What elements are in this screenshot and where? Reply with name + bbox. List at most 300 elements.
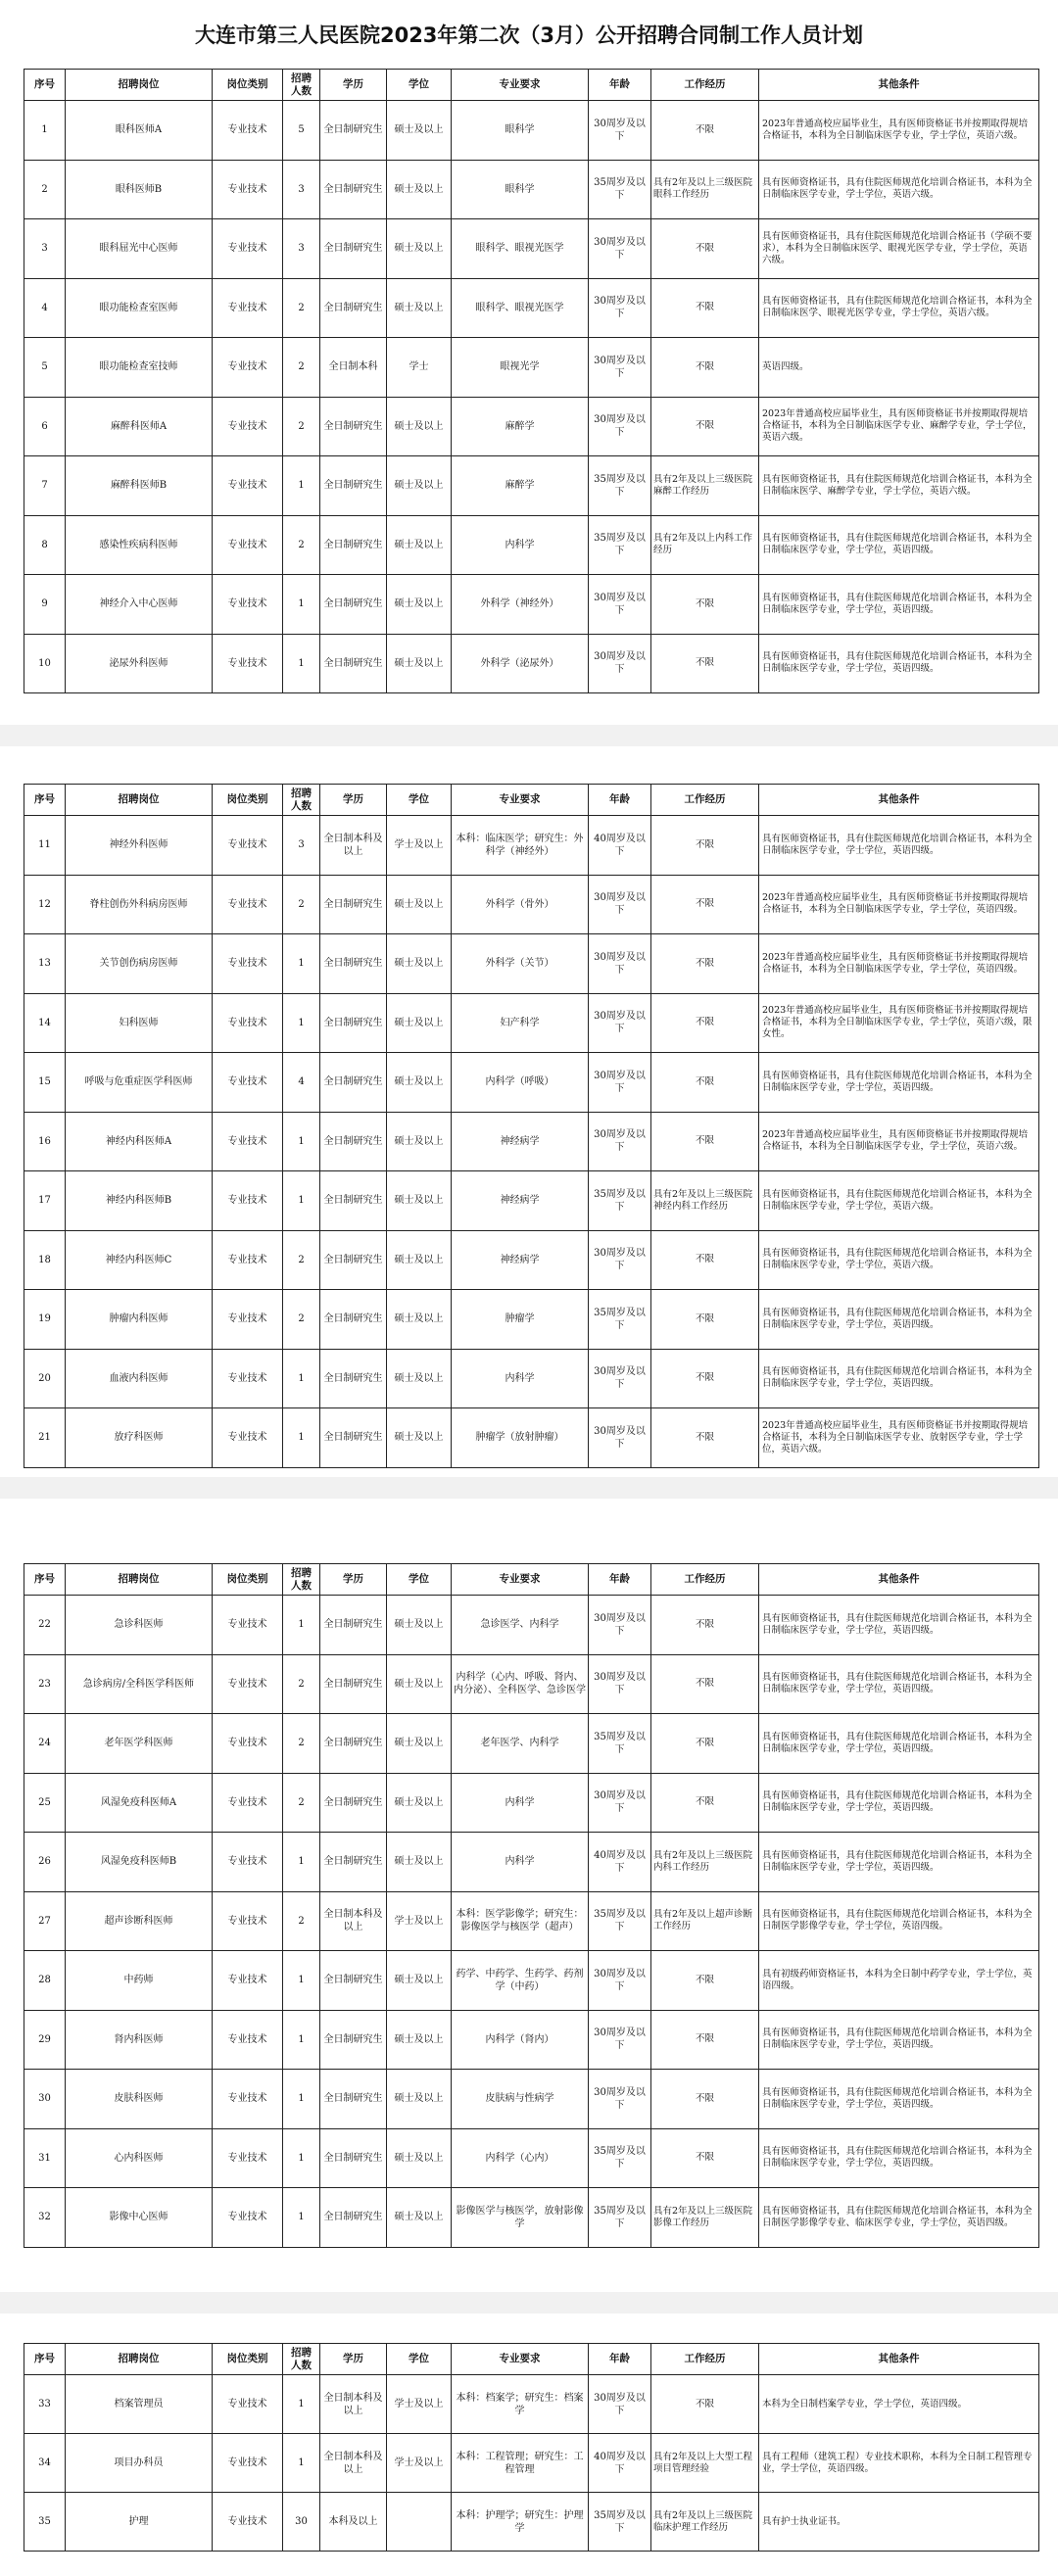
table-row	[24, 397, 1039, 456]
cell-seq: 17	[24, 1171, 66, 1231]
cell-count: 4	[283, 1053, 320, 1113]
cell-major: 药学、中药学、生药学、药剂学（中药）	[452, 1951, 589, 2011]
cell-other: 2023年普通高校应届毕业生，具有医师资格证书并按期取得规培合格证书，本科为全日制临床医学专业、麻醉学专业，学士学位，英语六级。	[759, 397, 1039, 456]
cell-degree: 硕士及以上	[387, 1171, 452, 1231]
cell-category: 专业技术	[213, 1349, 283, 1408]
cell-count: 2	[283, 1290, 320, 1350]
table-row	[24, 2070, 1039, 2129]
cell-degree: 学士	[387, 338, 452, 398]
cell-count: 2	[283, 278, 320, 338]
cell-other: 具有医师资格证书，具有住院医师规范化培训合格证书，本科为全日制临床医学专业，学士学位，英语四级。	[759, 2010, 1039, 2070]
cell-education: 全日制研究生	[320, 993, 387, 1053]
table-row	[24, 875, 1039, 934]
cell-degree: 硕士及以上	[387, 934, 452, 994]
cell-age: 30周岁及以下	[589, 1773, 651, 1833]
cell-experience: 不限	[651, 2010, 759, 2070]
cell-other: 2023年普通高校应届毕业生，具有医师资格证书并按期取得规培合格证书，本科为全日制临床医学专业，学士学位，英语四级。	[759, 934, 1039, 994]
header-age: 年龄	[589, 2344, 651, 2375]
cell-position: 脊柱创伤外科病房医师	[66, 875, 213, 934]
cell-degree: 硕士及以上	[387, 1053, 452, 1113]
cell-category: 专业技术	[213, 934, 283, 994]
cell-other: 具有医师资格证书，具有住院医师规范化培训合格证书，本科为全日制医学影像学专业、临床医学专业，学士学位，英语四级。	[759, 2188, 1039, 2248]
cell-other: 2023年普通高校应届毕业生，具有医师资格证书并按期取得规培合格证书，本科为全日制临床医学专业，学士学位，英语六级。	[759, 1112, 1039, 1171]
table-row	[24, 1230, 1039, 1290]
cell-other: 本科为全日制档案学专业，学士学位，英语四级。	[759, 2375, 1039, 2434]
header-age: 年龄	[589, 70, 651, 101]
cell-major: 麻醉学	[452, 397, 589, 456]
header-other: 其他条件	[759, 2344, 1039, 2375]
table-row	[24, 2493, 1039, 2552]
cell-other: 具有初级药师资格证书，本科为全日制中药学专业，学士学位，英语四级。	[759, 1951, 1039, 2011]
cell-category: 专业技术	[213, 2010, 283, 2070]
table-row	[24, 1714, 1039, 1774]
cell-age: 35周岁及以下	[589, 1171, 651, 1231]
cell-seq: 8	[24, 515, 66, 575]
cell-seq: 11	[24, 816, 66, 876]
cell-degree: 硕士及以上	[387, 875, 452, 934]
table-row	[24, 2434, 1039, 2493]
cell-seq: 4	[24, 278, 66, 338]
header-seq: 序号	[24, 2344, 66, 2375]
cell-degree: 学士及以上	[387, 2375, 452, 2434]
cell-position: 影像中心医师	[66, 2188, 213, 2248]
cell-education: 全日制研究生	[320, 2010, 387, 2070]
cell-major: 内科学	[452, 1773, 589, 1833]
cell-age: 30周岁及以下	[589, 934, 651, 994]
cell-experience: 不限	[651, 634, 759, 693]
cell-seq: 6	[24, 397, 66, 456]
cell-education: 全日制研究生	[320, 1112, 387, 1171]
table-row	[24, 575, 1039, 635]
recruitment-table	[24, 2343, 1039, 2552]
cell-experience: 不限	[651, 1951, 759, 2011]
cell-age: 35周岁及以下	[589, 456, 651, 516]
cell-count: 3	[283, 816, 320, 876]
table-row	[24, 634, 1039, 693]
cell-education: 全日制研究生	[320, 397, 387, 456]
cell-degree: 硕士及以上	[387, 575, 452, 635]
cell-experience: 不限	[651, 1230, 759, 1290]
table-row	[24, 2188, 1039, 2248]
table-header-row	[24, 2344, 1039, 2375]
cell-count: 1	[283, 456, 320, 516]
cell-position: 眼功能检查室技师	[66, 338, 213, 398]
cell-major: 本科：工程管理；研究生：工程管理	[452, 2434, 589, 2493]
cell-age: 30周岁及以下	[589, 219, 651, 279]
cell-seq: 5	[24, 338, 66, 398]
header-category: 岗位类别	[213, 785, 283, 816]
cell-major: 外科学（骨外）	[452, 875, 589, 934]
cell-age: 30周岁及以下	[589, 2010, 651, 2070]
table-section-2	[24, 784, 1038, 1468]
cell-education: 全日制研究生	[320, 575, 387, 635]
cell-count: 1	[283, 2188, 320, 2248]
recruitment-table	[24, 784, 1039, 1468]
cell-count: 1	[283, 993, 320, 1053]
table-section-1	[24, 69, 1038, 693]
header-seq: 序号	[24, 1564, 66, 1596]
cell-count: 1	[283, 2434, 320, 2493]
cell-education: 本科及以上	[320, 2493, 387, 2552]
cell-position: 神经内科医师C	[66, 1230, 213, 1290]
header-degree: 学位	[387, 1564, 452, 1596]
header-position: 招聘岗位	[66, 1564, 213, 1596]
cell-category: 专业技术	[213, 816, 283, 876]
cell-age: 30周岁及以下	[589, 1230, 651, 1290]
cell-category: 专业技术	[213, 2188, 283, 2248]
header-count: 招聘 人数	[283, 70, 320, 101]
cell-seq: 12	[24, 875, 66, 934]
cell-other: 具有医师资格证书，具有住院医师规范化培训合格证书，本科为全日制临床医学专业，学士学位，英语四级。	[759, 1596, 1039, 1655]
cell-education: 全日制研究生	[320, 1053, 387, 1113]
cell-seq: 1	[24, 101, 66, 161]
cell-degree: 硕士及以上	[387, 1408, 452, 1468]
cell-major: 神经病学	[452, 1112, 589, 1171]
cell-position: 呼吸与危重症医学科医师	[66, 1053, 213, 1113]
cell-count: 30	[283, 2493, 320, 2552]
header-count: 招聘 人数	[283, 2344, 320, 2375]
cell-category: 专业技术	[213, 2493, 283, 2552]
header-age: 年龄	[589, 1564, 651, 1596]
cell-experience: 具有2年及以上大型工程项目管理经验	[651, 2434, 759, 2493]
cell-category: 专业技术	[213, 1951, 283, 2011]
header-education: 学历	[320, 1564, 387, 1596]
cell-seq: 14	[24, 993, 66, 1053]
cell-education: 全日制本科及以上	[320, 1891, 387, 1951]
cell-experience: 不限	[651, 1654, 759, 1714]
header-position: 招聘岗位	[66, 70, 213, 101]
cell-experience: 具有2年及以上超声诊断工作经历	[651, 1891, 759, 1951]
cell-seq: 26	[24, 1833, 66, 1892]
header-degree: 学位	[387, 2344, 452, 2375]
cell-experience: 不限	[651, 2375, 759, 2434]
cell-position: 麻醉科医师B	[66, 456, 213, 516]
header-education: 学历	[320, 785, 387, 816]
cell-degree: 硕士及以上	[387, 219, 452, 279]
cell-age: 35周岁及以下	[589, 1290, 651, 1350]
cell-education: 全日制研究生	[320, 1773, 387, 1833]
cell-degree: 硕士及以上	[387, 1773, 452, 1833]
cell-major: 内科学（肾内）	[452, 2010, 589, 2070]
table-row	[24, 1408, 1039, 1468]
header-category: 岗位类别	[213, 2344, 283, 2375]
cell-position: 项目办科员	[66, 2434, 213, 2493]
cell-count: 2	[283, 1654, 320, 1714]
cell-category: 专业技术	[213, 1654, 283, 1714]
cell-seq: 2	[24, 160, 66, 219]
cell-seq: 7	[24, 456, 66, 516]
cell-education: 全日制研究生	[320, 2128, 387, 2188]
cell-education: 全日制研究生	[320, 219, 387, 279]
cell-other: 具有医师资格证书，具有住院医师规范化培训合格证书，本科为全日制临床医学专业，学士学位，英语四级。	[759, 1654, 1039, 1714]
cell-education: 全日制研究生	[320, 456, 387, 516]
cell-position: 风湿免疫科医师B	[66, 1833, 213, 1892]
recruitment-table	[24, 1563, 1039, 2248]
header-experience: 工作经历	[651, 2344, 759, 2375]
table-row	[24, 993, 1039, 1053]
recruitment-table	[24, 69, 1039, 693]
cell-major: 眼科学	[452, 101, 589, 161]
table-row	[24, 1053, 1039, 1113]
header-count: 招聘 人数	[283, 785, 320, 816]
cell-count: 2	[283, 1773, 320, 1833]
cell-count: 2	[283, 1230, 320, 1290]
cell-count: 1	[283, 1112, 320, 1171]
cell-degree: 硕士及以上	[387, 1290, 452, 1350]
cell-experience: 不限	[651, 575, 759, 635]
cell-count: 5	[283, 101, 320, 161]
cell-count: 3	[283, 219, 320, 279]
cell-seq: 34	[24, 2434, 66, 2493]
cell-category: 专业技术	[213, 1171, 283, 1231]
cell-major: 外科学（关节）	[452, 934, 589, 994]
cell-degree: 硕士及以上	[387, 160, 452, 219]
cell-position: 眼科医师B	[66, 160, 213, 219]
page-break	[0, 725, 1058, 746]
cell-age: 30周岁及以下	[589, 101, 651, 161]
cell-seq: 29	[24, 2010, 66, 2070]
cell-major: 妇产科学	[452, 993, 589, 1053]
cell-seq: 15	[24, 1053, 66, 1113]
cell-count: 2	[283, 338, 320, 398]
cell-major: 本科：临床医学；研究生：外科学（神经外）	[452, 816, 589, 876]
cell-major: 本科：档案学；研究生：档案学	[452, 2375, 589, 2434]
cell-position: 关节创伤病房医师	[66, 934, 213, 994]
cell-other: 2023年普通高校应届毕业生，具有医师资格证书并按期取得规培合格证书，本科为全日制临床医学专业，学士学位，英语六级，限女性。	[759, 993, 1039, 1053]
cell-major: 内科学	[452, 1349, 589, 1408]
cell-experience: 不限	[651, 2070, 759, 2129]
header-other: 其他条件	[759, 785, 1039, 816]
cell-age: 35周岁及以下	[589, 2188, 651, 2248]
cell-position: 急诊病房/全科医学科医师	[66, 1654, 213, 1714]
table-row	[24, 1349, 1039, 1408]
cell-major: 内科学	[452, 1833, 589, 1892]
cell-seq: 33	[24, 2375, 66, 2434]
cell-experience: 不限	[651, 1773, 759, 1833]
cell-position: 肾内科医师	[66, 2010, 213, 2070]
cell-seq: 30	[24, 2070, 66, 2129]
cell-category: 专业技术	[213, 219, 283, 279]
cell-category: 专业技术	[213, 875, 283, 934]
cell-age: 35周岁及以下	[589, 1891, 651, 1951]
cell-seq: 22	[24, 1596, 66, 1655]
cell-seq: 9	[24, 575, 66, 635]
table-row	[24, 160, 1039, 219]
cell-category: 专业技术	[213, 1112, 283, 1171]
cell-education: 全日制研究生	[320, 2188, 387, 2248]
cell-seq: 31	[24, 2128, 66, 2188]
cell-education: 全日制研究生	[320, 278, 387, 338]
cell-other: 具有医师资格证书，具有住院医师规范化培训合格证书，本科为全日制临床医学专业，学士学位，英语四级。	[759, 1053, 1039, 1113]
cell-education: 全日制本科及以上	[320, 816, 387, 876]
cell-degree: 硕士及以上	[387, 1833, 452, 1892]
cell-degree: 硕士及以上	[387, 1349, 452, 1408]
cell-position: 泌尿外科医师	[66, 634, 213, 693]
cell-experience: 不限	[651, 816, 759, 876]
cell-age: 30周岁及以下	[589, 338, 651, 398]
cell-age: 30周岁及以下	[589, 1951, 651, 2011]
cell-degree: 硕士及以上	[387, 1112, 452, 1171]
cell-degree: 硕士及以上	[387, 1714, 452, 1774]
cell-count: 1	[283, 1171, 320, 1231]
table-header-row	[24, 785, 1039, 816]
cell-position: 眼功能检查室医师	[66, 278, 213, 338]
cell-degree: 硕士及以上	[387, 634, 452, 693]
cell-other: 具有医师资格证书，具有住院医师规范化培训合格证书，本科为全日制临床医学专业，学士学位，英语四级。	[759, 634, 1039, 693]
cell-experience: 不限	[651, 875, 759, 934]
cell-age: 40周岁及以下	[589, 816, 651, 876]
cell-position: 护理	[66, 2493, 213, 2552]
cell-major: 外科学（泌尿外）	[452, 634, 589, 693]
table-row	[24, 1773, 1039, 1833]
header-education: 学历	[320, 2344, 387, 2375]
table-row	[24, 219, 1039, 279]
header-position: 招聘岗位	[66, 2344, 213, 2375]
cell-experience: 不限	[651, 1408, 759, 1468]
cell-position: 妇科医师	[66, 993, 213, 1053]
cell-major: 肿瘤学（放射肿瘤）	[452, 1408, 589, 1468]
cell-category: 专业技术	[213, 1891, 283, 1951]
cell-degree: 硕士及以上	[387, 1951, 452, 2011]
cell-degree: 学士及以上	[387, 2434, 452, 2493]
table-row	[24, 2375, 1039, 2434]
cell-seq: 23	[24, 1654, 66, 1714]
cell-age: 40周岁及以下	[589, 1833, 651, 1892]
cell-major: 眼科学、眼视光医学	[452, 219, 589, 279]
cell-education: 全日制研究生	[320, 875, 387, 934]
cell-education: 全日制研究生	[320, 1349, 387, 1408]
cell-major: 神经病学	[452, 1171, 589, 1231]
cell-position: 急诊科医师	[66, 1596, 213, 1655]
cell-count: 1	[283, 1349, 320, 1408]
cell-degree: 硕士及以上	[387, 515, 452, 575]
cell-experience: 不限	[651, 1349, 759, 1408]
cell-experience: 具有2年及以上三级医院影像工作经历	[651, 2188, 759, 2248]
cell-age: 30周岁及以下	[589, 1053, 651, 1113]
cell-education: 全日制研究生	[320, 515, 387, 575]
cell-age: 30周岁及以下	[589, 993, 651, 1053]
table-section-4	[24, 2343, 1038, 2552]
table-row	[24, 338, 1039, 398]
cell-category: 专业技术	[213, 1290, 283, 1350]
cell-degree: 学士及以上	[387, 816, 452, 876]
cell-other: 具有医师资格证书，具有住院医师规范化培训合格证书，本科为全日制临床医学专业，学士学位，英语四级。	[759, 515, 1039, 575]
cell-education: 全日制研究生	[320, 101, 387, 161]
cell-experience: 不限	[651, 278, 759, 338]
cell-count: 1	[283, 2375, 320, 2434]
header-degree: 学位	[387, 70, 452, 101]
cell-seq: 20	[24, 1349, 66, 1408]
cell-age: 30周岁及以下	[589, 1408, 651, 1468]
header-category: 岗位类别	[213, 1564, 283, 1596]
cell-age: 30周岁及以下	[589, 2375, 651, 2434]
table-row	[24, 1833, 1039, 1892]
cell-experience: 不限	[651, 993, 759, 1053]
cell-position: 中药师	[66, 1951, 213, 2011]
cell-category: 专业技术	[213, 397, 283, 456]
cell-seq: 10	[24, 634, 66, 693]
cell-experience: 具有2年及以上三级医院眼科工作经历	[651, 160, 759, 219]
cell-count: 1	[283, 1596, 320, 1655]
cell-major: 眼科学、眼视光医学	[452, 278, 589, 338]
cell-age: 35周岁及以下	[589, 160, 651, 219]
header-position: 招聘岗位	[66, 785, 213, 816]
cell-age: 40周岁及以下	[589, 2434, 651, 2493]
cell-education: 全日制本科及以上	[320, 2375, 387, 2434]
cell-age: 30周岁及以下	[589, 1654, 651, 1714]
cell-age: 30周岁及以下	[589, 575, 651, 635]
cell-category: 专业技术	[213, 1833, 283, 1892]
cell-degree: 硕士及以上	[387, 2188, 452, 2248]
cell-category: 专业技术	[213, 634, 283, 693]
cell-age: 35周岁及以下	[589, 515, 651, 575]
cell-degree: 硕士及以上	[387, 2070, 452, 2129]
table-row	[24, 1290, 1039, 1350]
cell-other: 具有医师资格证书，具有住院医师规范化培训合格证书，本科为全日制临床医学、眼视光医学专业，学士学位，英语六级。	[759, 278, 1039, 338]
cell-other: 具有医师资格证书，具有住院医师规范化培训合格证书，本科为全日制临床医学专业，学士学位，英语四级。	[759, 816, 1039, 876]
table-row	[24, 816, 1039, 876]
cell-education: 全日制研究生	[320, 1290, 387, 1350]
cell-count: 2	[283, 397, 320, 456]
header-major: 专业要求	[452, 2344, 589, 2375]
cell-experience: 不限	[651, 934, 759, 994]
cell-other: 具有护士执业证书。	[759, 2493, 1039, 2552]
cell-experience: 具有2年及以上三级医院麻醉工作经历	[651, 456, 759, 516]
cell-seq: 21	[24, 1408, 66, 1468]
cell-position: 神经介入中心医师	[66, 575, 213, 635]
cell-major: 内科学（心内）	[452, 2128, 589, 2188]
cell-category: 专业技术	[213, 1408, 283, 1468]
cell-count: 1	[283, 1408, 320, 1468]
cell-degree	[387, 2493, 452, 2552]
cell-seq: 27	[24, 1891, 66, 1951]
cell-degree: 硕士及以上	[387, 2010, 452, 2070]
cell-degree: 硕士及以上	[387, 278, 452, 338]
cell-category: 专业技术	[213, 2375, 283, 2434]
cell-position: 眼科医师A	[66, 101, 213, 161]
cell-experience: 具有2年及以上三级医院内科工作经历	[651, 1833, 759, 1892]
cell-other: 英语四级。	[759, 338, 1039, 398]
cell-education: 全日制本科及以上	[320, 2434, 387, 2493]
cell-major: 神经病学	[452, 1230, 589, 1290]
cell-position: 放疗科医师	[66, 1408, 213, 1468]
header-major: 专业要求	[452, 785, 589, 816]
cell-other: 具有医师资格证书，具有住院医师规范化培训合格证书，本科为全日制临床医学专业，学士学位，英语四级。	[759, 2128, 1039, 2188]
cell-other: 2023年普通高校应届毕业生，具有医师资格证书并按期取得规培合格证书，本科为全日制临床医学专业，学士学位，英语六级。	[759, 101, 1039, 161]
header-category: 岗位类别	[213, 70, 283, 101]
cell-age: 30周岁及以下	[589, 278, 651, 338]
header-seq: 序号	[24, 70, 66, 101]
cell-seq: 18	[24, 1230, 66, 1290]
cell-education: 全日制研究生	[320, 1951, 387, 2011]
page-title: 大连市第三人民医院2023年第二次（3月）公开招聘合同制工作人员计划	[194, 24, 864, 47]
cell-category: 专业技术	[213, 1053, 283, 1113]
cell-other: 具有医师资格证书，具有住院医师规范化培训合格证书，本科为全日制临床医学专业，学士学位，英语六级。	[759, 160, 1039, 219]
table-row	[24, 1654, 1039, 1714]
cell-experience: 不限	[651, 1053, 759, 1113]
cell-education: 全日制研究生	[320, 1714, 387, 1774]
cell-seq: 24	[24, 1714, 66, 1774]
header-age: 年龄	[589, 785, 651, 816]
cell-education: 全日制研究生	[320, 1171, 387, 1231]
header-experience: 工作经历	[651, 1564, 759, 1596]
cell-major: 眼视光学	[452, 338, 589, 398]
table-row	[24, 278, 1039, 338]
cell-other: 具有医师资格证书，具有住院医师规范化培训合格证书，本科为全日制临床医学专业，学士学位，英语四级。	[759, 575, 1039, 635]
cell-position: 神经内科医师B	[66, 1171, 213, 1231]
cell-seq: 13	[24, 934, 66, 994]
cell-position: 超声诊断科医师	[66, 1891, 213, 1951]
